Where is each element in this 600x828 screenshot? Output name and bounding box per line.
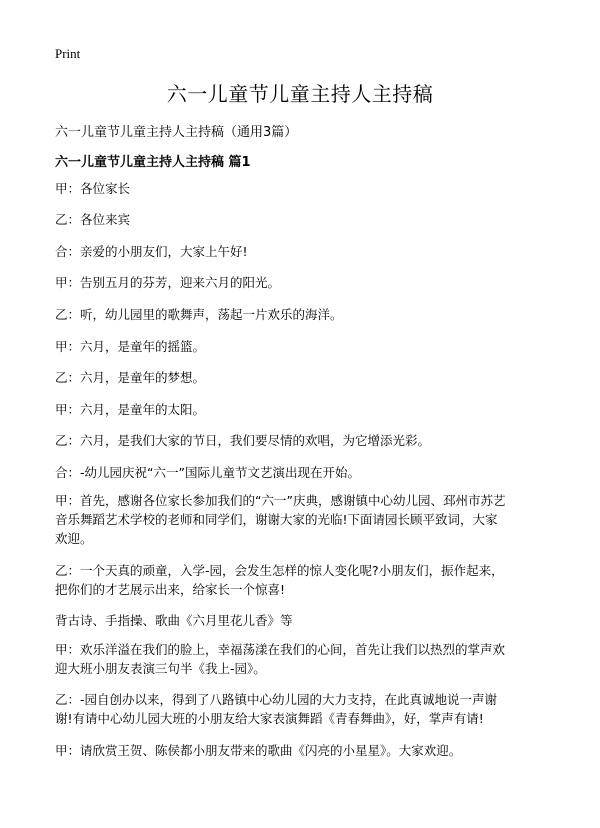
paragraph-line: 迎大班小朋友表演三句半《我上-园》。: [55, 661, 266, 676]
paragraph: 甲：告别五月的芬芳，迎来六月的阳光。: [55, 275, 281, 290]
section-heading: 六一儿童节儿童主持人主持稿 篇1: [55, 155, 251, 170]
paragraph: 乙：各位来宾: [55, 212, 131, 227]
paragraph: 甲：六月，是童年的太阳。: [55, 402, 206, 417]
paragraph-line: 乙：-园自创办以来，得到了八路镇中心幼儿园的大力支持，在此真诚地说一声谢: [55, 692, 498, 707]
paragraph: 乙：听，幼儿园里的歌舞声，荡起一片欢乐的海洋。: [55, 307, 343, 322]
page-title: 六一儿童节儿童主持人主持稿: [166, 82, 434, 106]
paragraph: 乙：六月，是童年的梦想。: [55, 370, 206, 385]
paragraph-line: 甲：首先，感谢各位家长参加我们的“六一”庆典，感谢镇中心幼儿园、邳州市苏艺: [55, 493, 506, 508]
paragraph-line: 把你们的才艺展示出来，给家长一个惊喜!: [55, 582, 286, 597]
paragraph: 合：-幼儿园庆祝“六一”国际儿童节文艺演出现在开始。: [55, 465, 360, 480]
paragraph-line: 乙：一个天真的顽童，入学-园，会发生怎样的惊人变化呢?小朋友们，振作起来，: [55, 563, 504, 578]
paragraph: 甲：六月，是童年的摇篮。: [55, 339, 206, 354]
paragraph-line: 谢!有请中心幼儿园大班的小朋友给大家表演舞蹈《青春舞曲》，好，掌声有请!: [55, 711, 484, 726]
paragraph-line: 欢迎。: [55, 531, 93, 546]
paragraph: 背古诗、手指操、歌曲《六月里花儿香》等: [55, 613, 293, 628]
paragraph-line: 甲：欢乐洋溢在我们的脸上，幸福荡漾在我们的心间，首先让我们以热烈的掌声欢: [55, 642, 506, 657]
paragraph: 乙：六月，是我们大家的节日，我们要尽情的欢唱，为它增添光彩。: [55, 433, 431, 448]
document-subtitle: 六一儿童节儿童主持人主持稿（通用3篇）: [55, 125, 298, 140]
print-link[interactable]: Print: [55, 46, 81, 61]
paragraph: 甲：请欣赏王贺、陈侯都小朋友带来的歌曲《闪亮的小星星》。大家欢迎。: [55, 743, 462, 758]
paragraph: 合：亲爱的小朋友们，大家上午好!: [55, 244, 248, 259]
paragraph-line: 音乐舞蹈艺术学校的老师和同学们，谢谢大家的光临!下面请园长顾平致词，大家: [55, 512, 498, 527]
paragraph: 甲：各位家长: [55, 181, 131, 196]
